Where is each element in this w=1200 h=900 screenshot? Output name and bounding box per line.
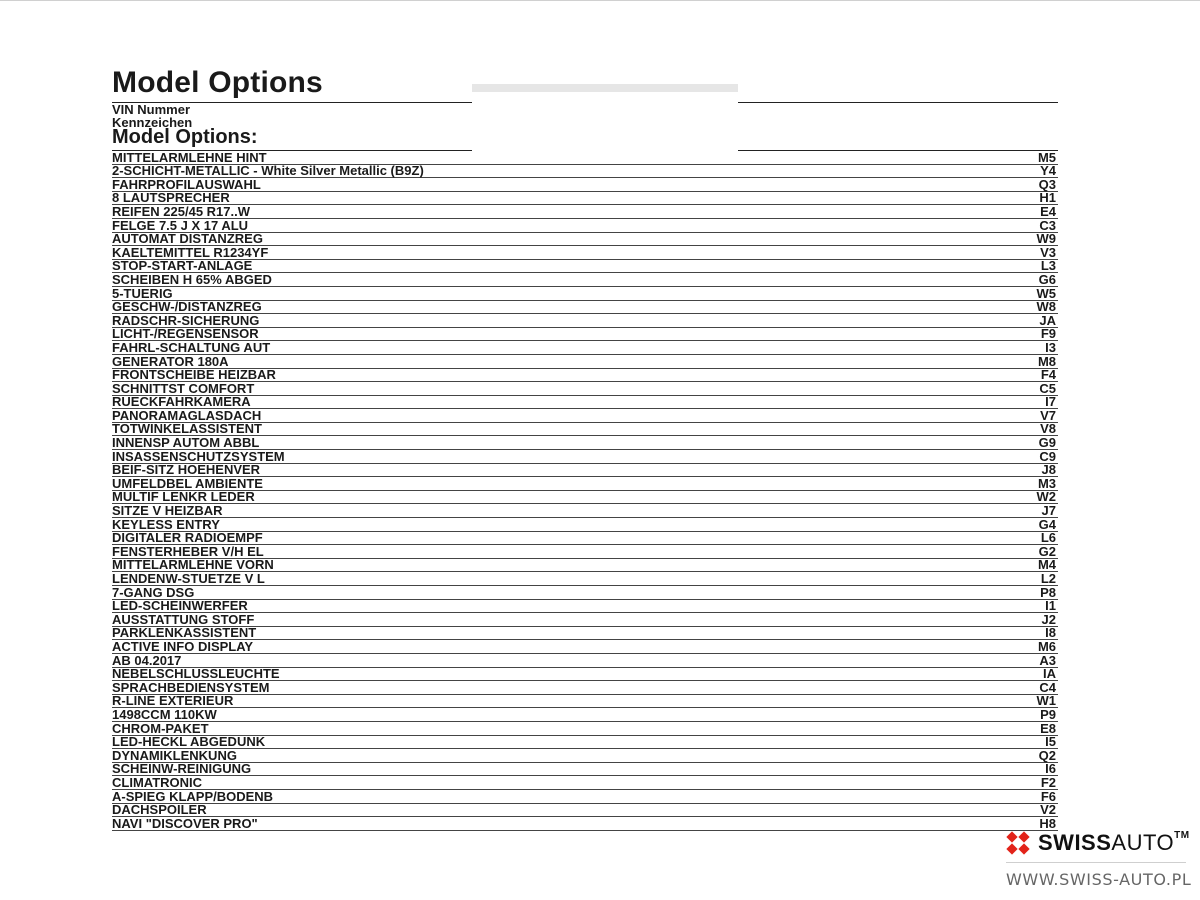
option-row (112, 205, 1058, 219)
option-name: REIFEN 225/45 R17..W (112, 203, 250, 219)
option-name: PANORAMAGLASDACH (112, 407, 262, 423)
option-name: LENDENW-STUETZE V L (112, 571, 265, 586)
logo-wordmark (1038, 830, 1190, 856)
option-name: RUECKFAHRKAMERA (112, 394, 251, 410)
option-row (112, 178, 1058, 192)
option-name: LED-HECKL ABGEDUNK (112, 734, 266, 750)
option-name: FRONTSCHEIBE HEIZBAR (112, 367, 276, 383)
option-code: M5 (1037, 149, 1056, 165)
option-code: F2 (1040, 774, 1056, 790)
option-code: L6 (1040, 530, 1056, 546)
option-row (112, 192, 1058, 206)
page-top-border (0, 0, 1200, 1)
logo-url: WWW.SWISS-AUTO.PL (1006, 870, 1192, 889)
option-row (112, 273, 1058, 287)
option-name: DACHSPOILER (112, 802, 207, 818)
option-row (112, 246, 1058, 260)
option-name: GESCHW-/DISTANZREG (112, 299, 262, 315)
option-code: I5 (1045, 734, 1056, 750)
option-code: J7 (1041, 503, 1056, 519)
option-name: NAVI "DISCOVER PRO" (112, 815, 258, 831)
option-code: M6 (1037, 638, 1056, 654)
option-name: FELGE 7.5 J X 17 ALU (112, 217, 249, 233)
swiss-cross-icon (1006, 831, 1030, 855)
option-name: KAELTEMITTEL R1234YF (112, 244, 269, 260)
option-name: DIGITALER RADIOEMPF (112, 530, 263, 546)
title-rule (738, 102, 1058, 103)
option-name: INSASSENSCHUTZSYSTEM (112, 448, 285, 464)
option-code: W1 (1036, 693, 1056, 709)
option-code: C5 (1039, 380, 1056, 396)
option-code: V7 (1040, 407, 1056, 423)
option-row (112, 681, 1058, 695)
option-code: G4 (1038, 516, 1056, 532)
option-name: 8 LAUTSPRECHER (112, 190, 230, 206)
option-code: F4 (1040, 367, 1056, 383)
option-code: L2 (1040, 571, 1056, 586)
option-name: AUSSTATTUNG STOFF (112, 611, 255, 627)
option-row (112, 749, 1058, 763)
plate-label: Kennzeichen (112, 115, 193, 130)
option-code: V2 (1040, 802, 1056, 818)
option-name: PARKLENKASSISTENT (112, 625, 257, 641)
option-row (112, 572, 1058, 586)
option-code: I1 (1045, 598, 1056, 614)
option-name: DYNAMIKLENKUNG (112, 747, 237, 763)
option-code: W2 (1036, 489, 1056, 505)
option-name: RADSCHR-SICHERUNG (112, 312, 260, 328)
option-row (112, 341, 1058, 355)
logo-brand-bold: SWISS (1038, 830, 1112, 855)
option-code: F6 (1040, 788, 1056, 804)
option-row (112, 586, 1058, 600)
option-code: JA (1039, 312, 1056, 328)
option-code: E4 (1040, 203, 1056, 219)
option-row (112, 504, 1058, 518)
vin-label: VIN Nummer (112, 102, 191, 117)
option-code: G2 (1038, 543, 1056, 559)
option-name: STOP-START-ANLAGE (112, 258, 253, 274)
option-name: INNENSP AUTOM ABBL (112, 435, 260, 451)
option-name: 5-TUERIG (112, 285, 173, 301)
option-code: C4 (1039, 679, 1056, 695)
option-code: A3 (1039, 652, 1056, 668)
option-code: Q2 (1038, 747, 1056, 763)
option-name: SCHEINW-REINIGUNG (112, 761, 252, 777)
option-name: CLIMATRONIC (112, 774, 203, 790)
option-code: C3 (1039, 217, 1056, 233)
option-code: Q3 (1038, 176, 1056, 192)
option-name: SCHNITTST COMFORT (112, 380, 255, 396)
logo-divider (1006, 862, 1186, 863)
option-name: MITTELARMLEHNE VORN (112, 557, 274, 573)
option-name: R-LINE EXTERIEUR (112, 693, 234, 709)
option-row (112, 491, 1058, 505)
option-code: W5 (1036, 285, 1056, 301)
option-name: BEIF-SITZ HOEHENVER (112, 462, 261, 478)
option-name: KEYLESS ENTRY (112, 516, 220, 532)
option-name: FENSTERHEBER V/H EL (112, 543, 264, 559)
swissauto-logo (1006, 830, 1190, 856)
option-name: AUTOMAT DISTANZREG (112, 231, 263, 247)
option-code: M3 (1037, 475, 1056, 491)
option-code: I7 (1045, 394, 1056, 410)
option-row (112, 763, 1058, 777)
option-code: F9 (1040, 326, 1056, 342)
option-row (112, 790, 1058, 804)
option-name: NEBELSCHLUSSLEUCHTE (112, 666, 280, 682)
option-name: UMFELDBEL AMBIENTE (112, 475, 263, 491)
option-row (112, 776, 1058, 790)
option-name: MULTIF LENKR LEDER (112, 489, 255, 505)
option-code: I3 (1045, 339, 1056, 355)
option-name: LED-SCHEINWERFER (112, 598, 248, 614)
logo-brand-light: AUTO (1111, 830, 1175, 855)
redaction-bar (472, 84, 738, 92)
option-code: C9 (1039, 448, 1056, 464)
option-code: H8 (1039, 815, 1056, 831)
option-code: V8 (1040, 421, 1056, 437)
option-code: I6 (1045, 761, 1056, 777)
option-name: SITZE V HEIZBAR (112, 503, 223, 519)
option-name: CHROM-PAKET (112, 720, 209, 736)
option-name: ACTIVE INFO DISPLAY (112, 638, 254, 654)
option-row (112, 817, 1058, 831)
option-name: SPRACHBEDIENSYSTEM (112, 679, 270, 695)
logo-trademark: TM (1174, 830, 1190, 841)
option-row (112, 708, 1058, 722)
option-code: G6 (1038, 271, 1056, 287)
option-name: 2-SCHICHT-METALLIC - White Silver Metallic (B9Z) (112, 163, 424, 179)
option-name: 1498CCM 110KW (112, 706, 217, 722)
option-row (112, 382, 1058, 396)
options-list (112, 151, 1058, 831)
option-code: P9 (1040, 706, 1056, 722)
option-row (112, 640, 1058, 654)
option-code: L3 (1040, 258, 1056, 274)
option-name: TOTWINKELASSISTENT (112, 421, 262, 437)
option-name: A-SPIEG KLAPP/BODENB (112, 788, 274, 804)
option-code: V3 (1040, 244, 1056, 260)
option-name: FAHRPROFILAUSWAHL (112, 176, 261, 192)
option-name: AB 04.2017 (112, 652, 182, 668)
option-name: FAHRL-SCHALTUNG AUT (112, 339, 271, 355)
document-title: Model Options (112, 66, 323, 99)
option-row (112, 695, 1058, 709)
option-code: E8 (1040, 720, 1056, 736)
option-code: M8 (1037, 353, 1056, 369)
option-row (112, 736, 1058, 750)
option-code: J8 (1041, 462, 1056, 478)
option-code: J2 (1041, 611, 1056, 627)
option-code: M4 (1037, 557, 1056, 573)
option-row (112, 627, 1058, 641)
option-code: I8 (1045, 625, 1056, 641)
option-name: GENERATOR 180A (112, 353, 229, 369)
options-subtitle: Model Options: (112, 126, 258, 148)
option-name: LICHT-/REGENSENSOR (112, 326, 259, 342)
option-code: P8 (1040, 584, 1056, 600)
option-code: H1 (1039, 190, 1056, 206)
option-name: 7-GANG DSG (112, 584, 195, 600)
option-name: MITTELARMLEHNE HINT (112, 149, 267, 165)
option-code: G9 (1038, 435, 1056, 451)
option-code: W8 (1036, 299, 1056, 315)
option-code: Y4 (1040, 163, 1056, 179)
option-code: W9 (1036, 231, 1056, 247)
option-code: IA (1043, 666, 1056, 682)
option-name: SCHEIBEN H 65% ABGED (112, 271, 272, 287)
